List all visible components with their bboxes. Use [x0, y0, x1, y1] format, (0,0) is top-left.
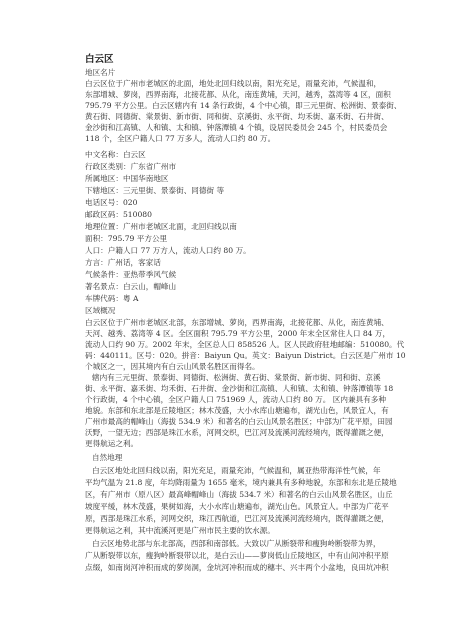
nature-line: 白云区地势北部与东北部高，西部和南部低。大致以广从断裂带和瘦狗岭断裂带为界，	[92, 539, 381, 548]
fact-label: 车牌代码：	[85, 294, 123, 303]
fact-label: 著名景点：	[85, 282, 123, 291]
fact-row	[85, 245, 251, 256]
fact-row	[85, 233, 167, 244]
fact-label: 面积：	[85, 234, 108, 243]
intro-line: 795.79 平方公里。白云区辖内有 14 条行政街，4 个中心镇，即三元里街、松洲街、景泰街、	[85, 101, 402, 110]
overview-line: 广州市最高的帽峰山（海拔 534.9 米）和著名的白云山风景名胜区；中部为广花平原，田园	[85, 417, 393, 426]
section-heading-nature: 自然地理	[92, 453, 123, 462]
overview-line: 白云区位于广州市老城区北部，东部增城、萝岗，西界南海，北接花都、从化，南连黄埔、	[85, 318, 389, 327]
intro-line: 118 个，全区户籍人口 77 万多人，流动人口约 80 万。	[85, 134, 276, 143]
fact-value: 020	[122, 198, 138, 207]
section-heading-overview: 区域概况	[85, 306, 116, 315]
intro-line: 东部增城、萝岗，西界南海，北接花都、从化，南连黄埔，天河，越秀，荔湾等 4 区，面积	[85, 90, 391, 99]
fact-value: 广州话，客家话	[107, 258, 161, 267]
fact-row	[85, 197, 137, 208]
fact-row	[85, 221, 237, 232]
nature-line: 平均气温为 21.8 度，年均降雨量为 1655 毫米，境内兼具有多种地貌，东部和东北是丘陵地	[85, 478, 397, 487]
fact-label: 中文名称：	[85, 150, 123, 159]
fact-row	[85, 173, 169, 184]
fact-row	[85, 281, 176, 292]
nature-line: 原，西部是珠江水系，河网交织，珠江西航道，巴江河及流溪河流经境内，既得灌溉之便，	[85, 514, 389, 523]
fact-value: 广东省广州市	[130, 162, 177, 171]
fact-value: 亚热带季风气候	[122, 270, 177, 279]
overview-line: 码：440111。区号：020。拼音：Baiyun Qu。英文：Baiyun District。白云区是广州市 10	[85, 351, 406, 360]
overview-line: 个行政街，4 个中心镇，全区户籍人口 751969 人，流动人口约 80 万。 区内兼具有多种	[85, 395, 386, 404]
fact-label: 气候条件：	[85, 270, 123, 279]
overview-line: 天河、越秀、荔湾等 4 区。全区面积 795.79 平方公里，2000 年末全区常住人口 84 万，	[85, 329, 391, 338]
intro-line: 白云区位于广州市老城区的北面，地处北回归线以南，阳光充足，雨量充沛，气候温和，	[85, 79, 382, 88]
overview-line: 地貌。东部和东北部是丘陵地区；林木茂盛，大小水库山塘遍布，湖光山色，风景宜人，有	[85, 406, 389, 415]
overview-line: 街、永平街、嘉禾街、均禾街、石井街、金沙街和江高镇、人和镇、太和镇、钟落潭镇等 18	[85, 384, 394, 393]
intro-line: 黄石街、同德街、棠景街、新市街、同和街、京溪街、永平街、均禾街、嘉禾街、石井街、	[85, 112, 389, 121]
overview-line: 流动人口约 90 万。2002 年末，全区总人口 858526 人。区人民政府驻地邮编：510080。代	[85, 340, 405, 349]
overview-line: 沃野，一望无边；西部是珠江水系，河网交织，巴江河及流溪河流经境内，既得灌溉之便，	[85, 428, 389, 437]
nature-line: 点缀，如南岗河冲积而成的萝岗洞，金坑河冲积而成的穗丰、兴丰两个小盆地，良田坑冲积	[85, 563, 389, 572]
nature-line: 广从断裂带以东，瘦狗岭断裂带以北，是白云山——萝岗低山丘陵地区，中有山间冲积平原	[85, 551, 389, 560]
overview-line: 个城区之一，因其境内有白云山风景名胜区而得名。	[85, 362, 260, 371]
nature-line: 区，有广州市（原八区）最高峰帽峰山（海拔 534.7 米）和著名的白云山风景名胜区，山丘	[85, 490, 393, 499]
fact-value: 广州市老城区北面，北回归线以南	[122, 222, 237, 231]
fact-row	[85, 257, 161, 268]
nature-line: 白云区地处北回归线以南，阳光充足，雨量充沛，气候温和，属亚热带海洋性气候，年	[92, 466, 381, 475]
fact-row	[85, 209, 152, 220]
fact-label: 邮政区码：	[85, 210, 123, 219]
fact-value: 户籍人口 77 万方人，流动人口约 80 万。	[107, 246, 251, 255]
fact-label: 人口：	[85, 246, 108, 255]
fact-value: 三元里街、景泰街、同德街 等	[122, 186, 225, 195]
page-title: 白云区	[85, 54, 114, 65]
section-heading-card: 地区名片	[85, 68, 116, 77]
fact-value: 白云区	[122, 150, 146, 159]
nature-line: 更得航运之利，其中流溪河更是广州市民主要的饮水源。	[85, 526, 275, 535]
fact-row	[85, 185, 224, 196]
fact-label: 所属地区：	[85, 174, 123, 183]
intro-line: 金沙街和江高镇、人和镇、太和镇、钟落潭镇 4 个镇，设居民委员会 245 个，村民委员会	[85, 123, 388, 132]
fact-value: 粤 A	[122, 294, 139, 303]
fact-value: 795.79 平方公里	[107, 234, 168, 243]
fact-label: 下辖地区：	[85, 186, 123, 195]
fact-row	[85, 269, 176, 280]
overview-line: 辖内有三元里街、景泰街、同德街、松洲街、黄石街、棠景街、新市街、同和街、京溪	[92, 373, 381, 382]
fact-label: 方言：	[85, 258, 108, 267]
fact-row	[85, 149, 146, 160]
fact-value: 中国华南地区	[122, 174, 169, 183]
overview-line: 更得航运之利。	[85, 439, 139, 448]
nature-line: 坡度平缓，林木茂盛，果树如海，大小水库山塘遍布，湖光山色。风景宜人。中部为广花平	[85, 502, 389, 511]
fact-label: 电话区号：	[85, 198, 123, 207]
fact-label: 行政区类别：	[85, 162, 131, 171]
fact-row	[85, 161, 176, 172]
fact-label: 地理位置：	[85, 222, 123, 231]
fact-row	[85, 293, 138, 304]
fact-value: 510080	[122, 210, 152, 219]
fact-value: 白云山，帽峰山	[122, 282, 177, 291]
